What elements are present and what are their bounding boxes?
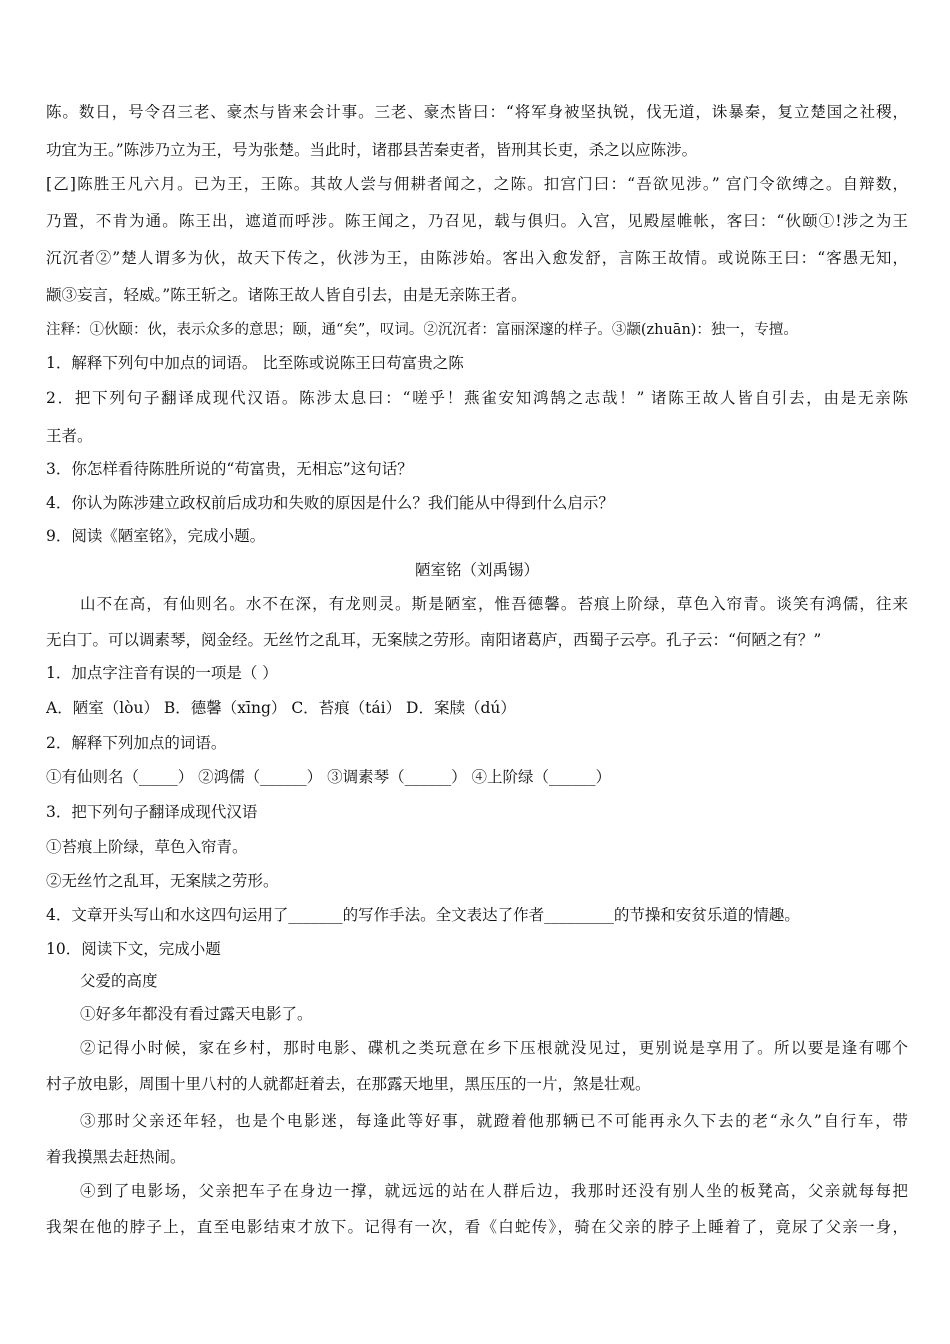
question-4: 4．你认为陈涉建立政权前后成功和失败的原因是什么？我们能从中得到什么启示？ — [46, 494, 614, 512]
question-2: 2．把下列句子翻译成现代汉语。陈涉太息曰：“嗟乎！燕雀安知鸿鹄之志哉！” 诸陈王故人皆自引去，由是无亲陈 — [46, 389, 908, 407]
text-line: 我架在他的脖子上，直至电影结束才放下。记得有一次，看《白蛇传》，骑在父亲的脖子上睡着了，竟尿了父亲一身， — [46, 1218, 908, 1236]
text-line: 无白丁。可以调素琴，阅金经。无丝竹之乱耳，无案牍之劳形。南阳诸葛庐，西蜀子云亭。孔子云：“何陋之有？” — [46, 631, 822, 649]
section-heading: 9．阅读《陋室铭》，完成小题。 — [46, 527, 266, 545]
text-line: 王者。 — [46, 427, 93, 445]
text-line: 功宜为王。”陈涉乃立为王，号为张楚。当此时，诸郡县苦秦吏者，皆刑其长吏，杀之以应陈涉。 — [46, 141, 698, 159]
text-line: 乃置，不肯为通。陈王出，遮道而呼涉。陈王闻之，乃召见，载与俱归。入宫，见殿屋帷帐，客曰：“伙颐①!涉之为王 — [46, 212, 908, 230]
text-line: 陈。数日，号令召三老、豪杰与皆来会计事。三老、豪杰皆曰：“将军身被坚执锐，伐无道，诛暴秦，复立楚国之社稷， — [46, 103, 908, 121]
section-heading: 10．阅读下文，完成小题 — [46, 940, 221, 958]
article-title: 父爱的高度 — [80, 972, 158, 990]
question-4: 4．文章开头写山和水这四句运用了_______的写作手法。全文表达了作者_________的节操和安贫乐道的情趣。 — [46, 906, 800, 924]
question-1: 1．解释下列句中加点的词语。 比至陈或说陈王曰苟富贵之陈 — [46, 354, 464, 372]
text-line: 村子放电影，周围十里八村的人就都赶着去，在那露天地里，黑压压的一片，煞是壮观。 — [46, 1075, 651, 1093]
fill-in-blanks: ①有仙则名（_____） ②鸿儒（______） ③调素琴（______） ④上阶绿（______） — [46, 768, 612, 786]
paragraph-3: ③那时父亲还年轻，也是个电影迷，每逢此等好事，就蹬着他那辆已不可能再永久下去的老“永久”自行车，带 — [80, 1112, 908, 1130]
sentence-1: ①苔痕上阶绿，草色入帘青。 — [46, 838, 248, 856]
answer-options: A．陋室（lòu） B．德馨（xīng） C．苔痕（tái） D．案牍（dú） — [46, 699, 516, 717]
sentence-2: ②无丝竹之乱耳，无案牍之劳形。 — [46, 872, 279, 890]
annotation-note: 注释：①伙颐：伙，表示众多的意思；颐，通“矣”，叹词。②沉沉者：富丽深邃的样子。③颛(zhuān)：独一，专擅。 — [46, 322, 798, 338]
paragraph-4: ④到了电影场，父亲把车子在身边一撑，就远远的站在人群后边，我那时还没有别人坐的板凳高，父亲就每每把 — [80, 1182, 908, 1200]
question-2: 2．解释下列加点的词语。 — [46, 734, 227, 752]
paragraph-2: ②记得小时候，家在乡村，那时电影、碟机之类玩意在乡下压根就没见过，更别说是享用了。所以要是逢有哪个 — [80, 1039, 908, 1057]
question-1: 1．加点字注音有误的一项是（ ） — [46, 664, 278, 682]
text-line: 山不在高，有仙则名。水不在深，有龙则灵。斯是陋室，惟吾德馨。苔痕上阶绿，草色入帘青。谈笑有鸿儒，往来 — [80, 595, 908, 613]
paragraph-1: ①好多年都没有看过露天电影了。 — [80, 1005, 313, 1023]
text-line: 沉沉者②”楚人谓多为伙，故天下传之，伙涉为王，由陈涉始。客出入愈发舒，言陈王故情。或说陈王曰：“客愚无知， — [46, 249, 908, 267]
question-3: 3．你怎样看待陈胜所说的“苟富贵，无相忘”这句话？ — [46, 460, 413, 478]
question-3: 3．把下列句子翻译成现代汉语 — [46, 803, 258, 821]
text-line: 着我摸黑去赶热闹。 — [46, 1148, 186, 1166]
text-line: [乙]陈胜王凡六月。已为王，王陈。其故人尝与佣耕者闻之，之陈。扣宫门曰：“吾欲见涉。” 宫门令欲缚之。自辩数， — [46, 175, 908, 193]
text-line: 颛③妄言，轻威。”陈王斩之。诸陈王故人皆自引去，由是无亲陈王者。 — [46, 286, 527, 304]
poem-title: 陋室铭（刘禹锡） — [414, 561, 539, 579]
